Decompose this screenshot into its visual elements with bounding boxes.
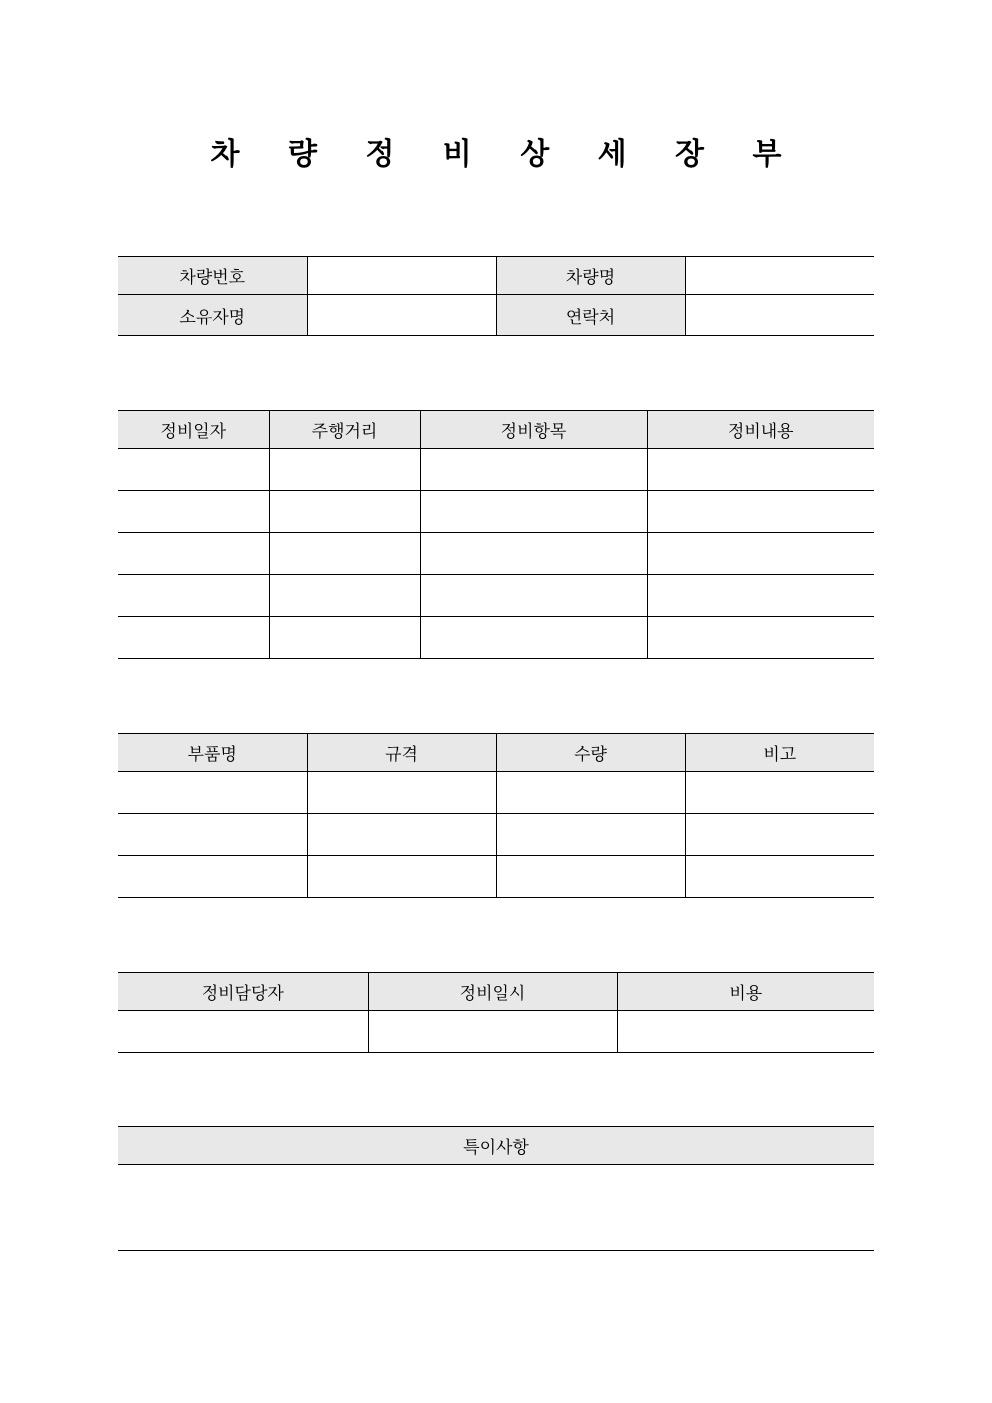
vehicle-info-table [118, 256, 874, 336]
table-row [118, 575, 874, 617]
owner-name-label: 소유자명 [118, 295, 307, 336]
parts-table [118, 733, 874, 898]
cost-header: 비용 [617, 973, 874, 1011]
maintenance-date-cell[interactable] [118, 449, 269, 491]
maintenance-date-cell[interactable] [118, 575, 269, 617]
quantity-header: 수량 [496, 734, 685, 772]
maintenance-item-cell[interactable] [420, 617, 647, 659]
quantity-cell[interactable] [496, 856, 685, 898]
maintenance-detail-cell[interactable] [647, 575, 874, 617]
table-row [118, 814, 874, 856]
maintenance-item-header: 정비항목 [420, 411, 647, 449]
maintenance-datetime-cell[interactable] [368, 1011, 617, 1053]
cost-cell[interactable] [617, 1011, 874, 1053]
document-title: 차 량 정 비 상 세 장 부 [210, 137, 801, 172]
mileage-cell[interactable] [269, 575, 420, 617]
table-header-row [118, 734, 874, 772]
vehicle-number-label: 차량번호 [118, 257, 307, 295]
maintenance-detail-cell[interactable] [647, 449, 874, 491]
mileage-cell[interactable] [269, 533, 420, 575]
staff-header: 정비담당자 [118, 973, 368, 1011]
maintenance-item-cell[interactable] [420, 533, 647, 575]
maintenance-date-cell[interactable] [118, 533, 269, 575]
note-header: 비고 [685, 734, 874, 772]
maintenance-date-cell[interactable] [118, 617, 269, 659]
mileage-cell[interactable] [269, 449, 420, 491]
mileage-cell[interactable] [269, 491, 420, 533]
table-row [118, 617, 874, 659]
table-header-row [118, 411, 874, 449]
table-header-row [118, 973, 874, 1011]
table-row [118, 533, 874, 575]
spec-cell[interactable] [307, 772, 496, 814]
maintenance-item-cell[interactable] [420, 449, 647, 491]
staff-cell[interactable] [118, 1011, 368, 1053]
maintenance-item-cell[interactable] [420, 491, 647, 533]
vehicle-name-field[interactable] [685, 257, 874, 295]
maintenance-detail-cell[interactable] [647, 491, 874, 533]
note-cell[interactable] [685, 772, 874, 814]
vehicle-number-field[interactable] [307, 257, 496, 295]
table-row [118, 1011, 874, 1053]
part-name-cell[interactable] [118, 814, 307, 856]
table-row [118, 491, 874, 533]
note-cell[interactable] [685, 814, 874, 856]
maintenance-datetime-header: 정비일시 [368, 973, 617, 1011]
maintenance-detail-cell[interactable] [647, 533, 874, 575]
table-row [118, 257, 874, 295]
maintenance-date-cell[interactable] [118, 491, 269, 533]
mileage-cell[interactable] [269, 617, 420, 659]
staff-table [118, 972, 874, 1053]
part-name-cell[interactable] [118, 772, 307, 814]
remarks-field[interactable] [118, 1165, 874, 1251]
remarks-table [118, 1126, 874, 1251]
table-row [118, 449, 874, 491]
contact-label: 연락처 [496, 295, 685, 336]
maintenance-detail-header: 정비내용 [647, 411, 874, 449]
spec-cell[interactable] [307, 814, 496, 856]
maintenance-date-header: 정비일자 [118, 411, 269, 449]
mileage-header: 주행거리 [269, 411, 420, 449]
maintenance-detail-cell[interactable] [647, 617, 874, 659]
part-name-header: 부품명 [118, 734, 307, 772]
spec-header: 규격 [307, 734, 496, 772]
table-row [118, 295, 874, 336]
table-row [118, 772, 874, 814]
table-header-row [118, 1127, 874, 1165]
table-row [118, 1165, 874, 1251]
quantity-cell[interactable] [496, 814, 685, 856]
remarks-header: 특이사항 [118, 1127, 874, 1165]
contact-field[interactable] [685, 295, 874, 336]
note-cell[interactable] [685, 856, 874, 898]
vehicle-name-label: 차량명 [496, 257, 685, 295]
quantity-cell[interactable] [496, 772, 685, 814]
part-name-cell[interactable] [118, 856, 307, 898]
maintenance-item-cell[interactable] [420, 575, 647, 617]
table-row [118, 856, 874, 898]
spec-cell[interactable] [307, 856, 496, 898]
maintenance-table [118, 410, 874, 659]
owner-name-field[interactable] [307, 295, 496, 336]
